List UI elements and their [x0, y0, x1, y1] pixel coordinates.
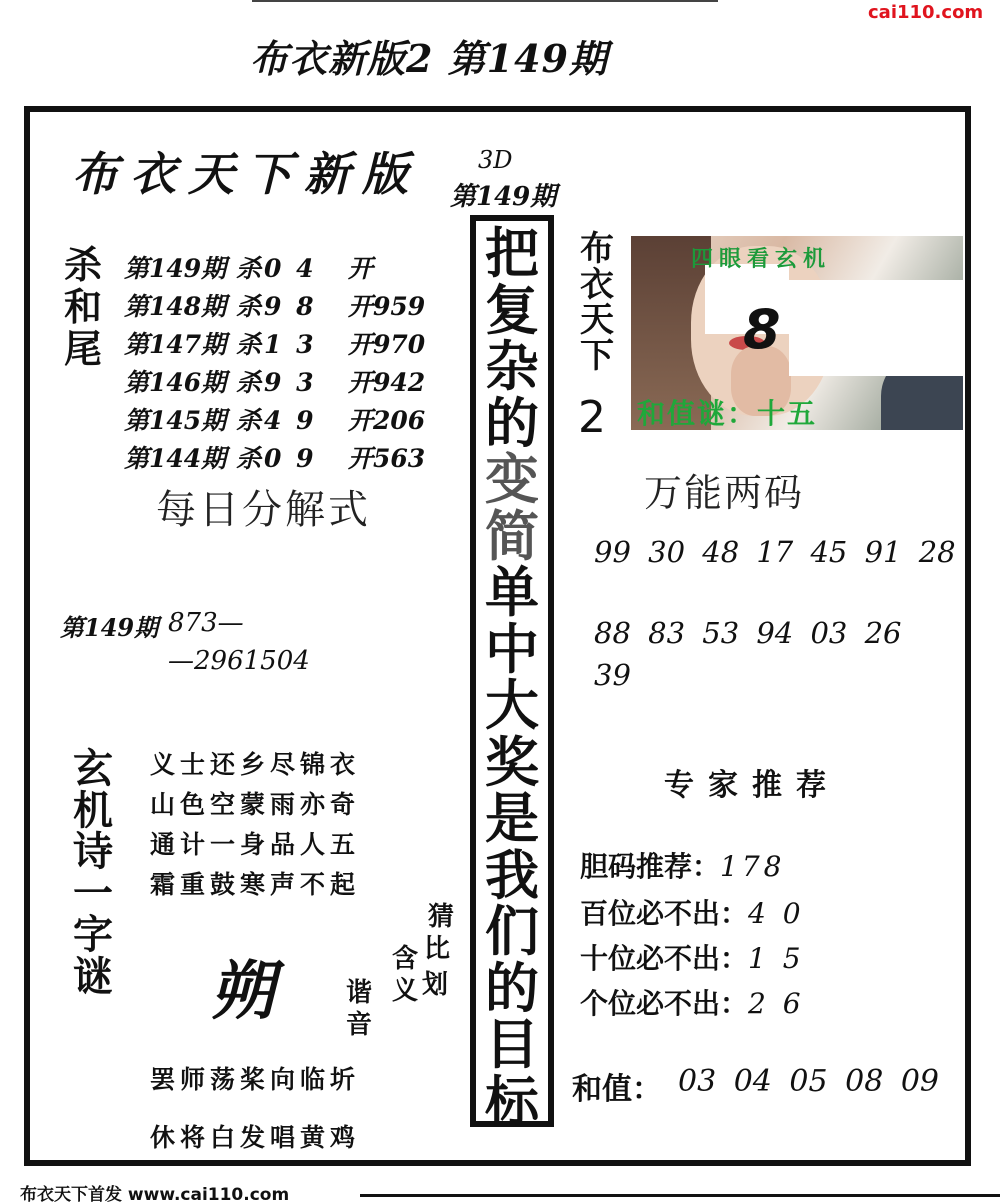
table-row	[124, 362, 458, 400]
daily-decomposition-title: 每日分解式	[156, 487, 371, 533]
expert-label: 胆码推荐：	[580, 850, 721, 883]
kill-tail-label: 杀和尾	[64, 242, 103, 371]
hint-char: 比	[424, 934, 451, 964]
two-codes-line: 99 30 48 17 45 91 28	[594, 535, 956, 569]
hint-char: 含	[392, 944, 419, 974]
slogan-char: 目	[485, 1012, 539, 1076]
photo-riddle: 和值谜：十五	[637, 397, 818, 430]
brand-char: 下	[580, 336, 614, 377]
expert-title: 专家推荐	[664, 768, 840, 803]
slogan-char: 标	[485, 1068, 539, 1133]
poem-line: 通计一身品人五	[150, 830, 361, 859]
photo-number: 8	[743, 298, 781, 361]
table-row	[124, 286, 458, 324]
slogan-column	[478, 221, 546, 1133]
slogan-char: 我	[485, 842, 539, 907]
slogan-char: 是	[485, 786, 539, 850]
sum-label: 和值：	[572, 1072, 662, 1107]
kill-tail-table	[124, 248, 458, 476]
poem-riddle-label: 玄机诗一字谜	[73, 745, 113, 1000]
footer-rule	[360, 1194, 1000, 1197]
slogan-char: 简	[485, 503, 539, 568]
table-row	[124, 324, 458, 362]
site-watermark: cai110.com	[868, 2, 984, 23]
expert-value: 4 0	[748, 897, 805, 930]
issue-cell: 第145期	[124, 406, 227, 435]
slogan-char: 大	[485, 673, 539, 737]
expert-value: 178	[720, 850, 786, 883]
kill-cell: 杀9 3	[236, 368, 317, 397]
issue-cell: 第146期	[124, 368, 227, 397]
open-cell: 开942	[348, 368, 426, 397]
issue-cell: 第148期	[124, 292, 227, 321]
expert-item	[580, 982, 805, 1022]
kill-cell: 杀0 9	[236, 444, 317, 473]
expert-label: 十位必不出：	[580, 942, 749, 975]
open-cell: 开206	[348, 406, 426, 435]
riddle-answer: 朔	[210, 954, 274, 1029]
open-cell: 开	[348, 254, 374, 283]
hint-char: 划	[422, 970, 449, 1000]
kill-cell: 杀9 8	[236, 292, 317, 321]
hint-char: 谐	[346, 978, 373, 1008]
main-title: 布衣天下新版	[72, 147, 420, 201]
open-cell: 开959	[348, 292, 426, 321]
promo-photo	[631, 236, 963, 430]
two-codes-title: 万能两码	[644, 471, 805, 515]
expert-item	[580, 892, 805, 932]
sum-values: 03 04 05 08 09	[678, 1064, 940, 1099]
photo-blank-patch	[789, 280, 963, 376]
hint-char: 义	[392, 976, 419, 1006]
brand-char: 衣	[580, 264, 614, 305]
brand-char: 天	[580, 300, 614, 341]
poem-lines	[150, 745, 360, 905]
expert-item	[580, 845, 785, 885]
page-title: 布衣新版2 第149期	[250, 36, 608, 81]
slogan-char: 单	[485, 560, 539, 624]
table-row	[124, 400, 458, 438]
slogan-char: 奖	[485, 729, 539, 794]
kill-cell: 杀0 4	[236, 254, 317, 283]
poem-line: 山色空蒙雨亦奇	[150, 790, 361, 819]
brand-char: 布	[580, 229, 614, 269]
slogan-char: 把	[485, 221, 539, 285]
slogan-char: 的	[485, 955, 539, 1020]
riddle-line: 休将白发唱黄鸡	[150, 1123, 361, 1152]
two-codes-line: 88 83 53 94 03 26	[594, 616, 902, 650]
table-row	[124, 248, 458, 286]
riddle-line: 罢师荡桨向临圻	[150, 1065, 361, 1094]
tag-issue: 第149期	[450, 182, 557, 212]
table-row	[124, 438, 458, 476]
decomposition-value-2: —2961504	[168, 646, 310, 676]
poem-line: 霜重鼓寒声不起	[150, 870, 361, 899]
slogan-char: 杂	[485, 334, 539, 398]
slogan-char: 复	[485, 277, 539, 342]
issue-cell: 第144期	[124, 444, 227, 473]
slogan-char: 的	[485, 390, 539, 455]
issue-cell: 第147期	[124, 330, 227, 359]
open-cell: 开970	[348, 330, 426, 359]
slogan-char: 们	[485, 899, 539, 963]
two-codes-line: 39	[594, 658, 631, 692]
brand-vertical	[570, 229, 624, 377]
slogan-char: 中	[485, 616, 539, 681]
brand-number: 2	[578, 392, 606, 443]
top-rule	[252, 0, 718, 2]
photo-top-text: 四眼看玄机	[691, 246, 832, 272]
decomposition-issue: 第149期	[60, 613, 159, 642]
tag-3d: 3D	[478, 146, 513, 174]
slogan-char: 变	[485, 447, 539, 511]
issue-cell: 第149期	[124, 254, 227, 283]
footer-text: 布衣天下首发 www.cai110.com	[20, 1185, 290, 1203]
expert-value: 1 5	[748, 942, 805, 975]
expert-item	[580, 937, 805, 977]
poem-line: 义士还乡尽锦衣	[150, 750, 361, 779]
kill-cell: 杀4 9	[236, 406, 317, 435]
decomposition-value-1: 873—	[168, 608, 244, 638]
open-cell: 开563	[348, 444, 426, 473]
expert-value: 2 6	[748, 987, 805, 1020]
hint-char: 猜	[428, 902, 455, 932]
expert-label: 个位必不出：	[580, 987, 749, 1020]
kill-cell: 杀1 3	[236, 330, 317, 359]
expert-label: 百位必不出：	[580, 897, 749, 930]
hint-char: 音	[346, 1010, 373, 1040]
